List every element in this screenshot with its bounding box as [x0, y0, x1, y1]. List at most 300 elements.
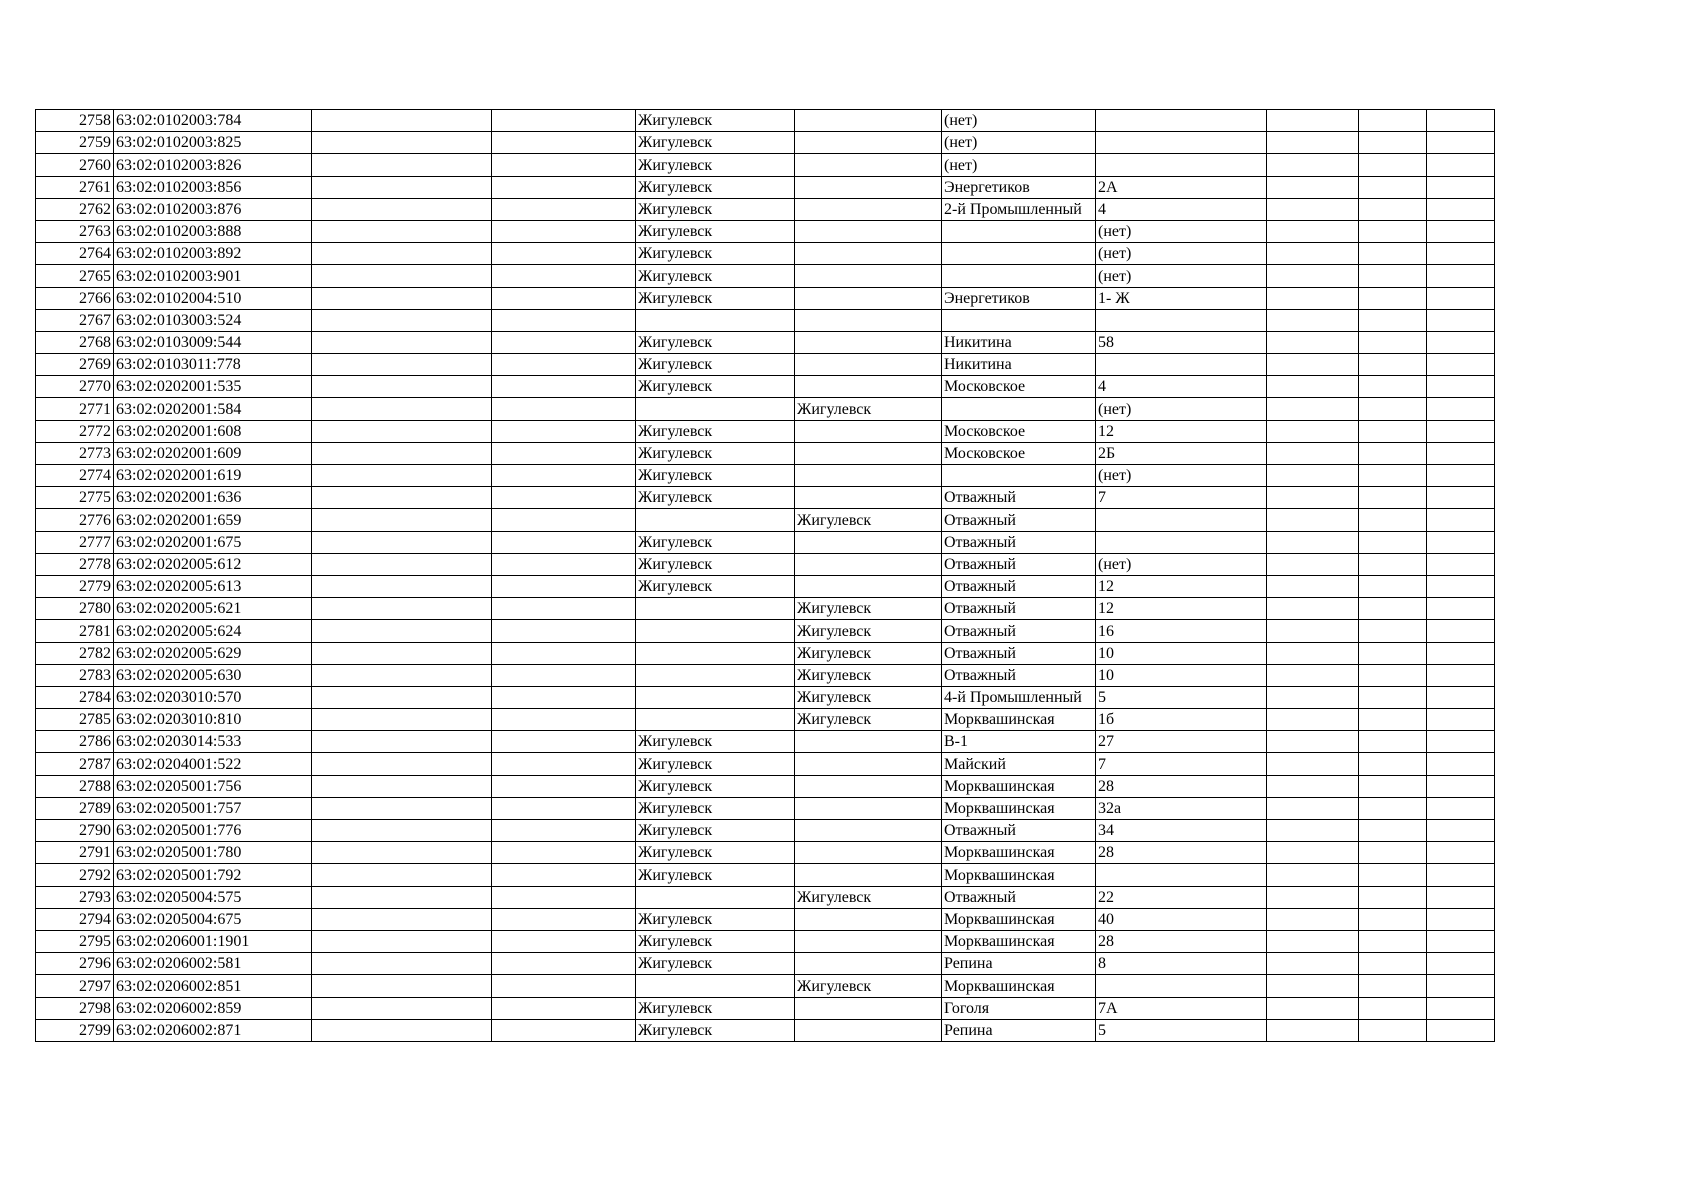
empty-cell [312, 354, 492, 376]
house-cell [1096, 154, 1267, 176]
empty-cell [1267, 376, 1359, 398]
row-number: 2789 [36, 797, 114, 819]
empty-cell [1359, 997, 1427, 1019]
street-cell: Морквашинская [942, 908, 1096, 930]
empty-cell [312, 731, 492, 753]
locality-cell [795, 420, 942, 442]
city-cell [636, 509, 795, 531]
cadastral-number: 63:02:0202005:624 [114, 620, 312, 642]
empty-cell [1427, 309, 1495, 331]
house-cell: 2А [1096, 176, 1267, 198]
table-row [36, 864, 1574, 886]
empty-cell [312, 243, 492, 265]
empty-cell [492, 686, 636, 708]
cadastral-number: 63:02:0206001:1901 [114, 930, 312, 952]
street-cell: Морквашинская [942, 930, 1096, 952]
row-number: 2769 [36, 354, 114, 376]
empty-cell [1359, 731, 1427, 753]
empty-cell [492, 465, 636, 487]
empty-cell [312, 110, 492, 132]
empty-cell [312, 487, 492, 509]
cadastral-number: 63:02:0103003:524 [114, 309, 312, 331]
house-cell: (нет) [1096, 398, 1267, 420]
empty-cell [1267, 775, 1359, 797]
table-row [36, 354, 1574, 376]
empty-cell [492, 575, 636, 597]
empty-cell [1427, 820, 1495, 842]
empty-cell [1359, 820, 1427, 842]
row-number: 2792 [36, 864, 114, 886]
empty-cell [312, 287, 492, 309]
empty-cell [1427, 354, 1495, 376]
city-cell: Жигулевск [636, 265, 795, 287]
street-cell: Отважный [942, 664, 1096, 686]
empty-cell [492, 176, 636, 198]
house-cell: 58 [1096, 331, 1267, 353]
empty-cell [492, 442, 636, 464]
empty-cell [1267, 220, 1359, 242]
table-body [36, 110, 1574, 1042]
table-row [36, 797, 1574, 819]
house-cell: 7 [1096, 487, 1267, 509]
house-cell: 5 [1096, 686, 1267, 708]
street-cell: Отважный [942, 509, 1096, 531]
empty-cell [312, 154, 492, 176]
empty-cell [492, 531, 636, 553]
locality-cell: Жигулевск [795, 509, 942, 531]
empty-cell [1359, 842, 1427, 864]
house-cell: 2Б [1096, 442, 1267, 464]
empty-cell [1359, 620, 1427, 642]
empty-cell [1359, 753, 1427, 775]
empty-cell [312, 176, 492, 198]
empty-cell [312, 775, 492, 797]
empty-cell [1267, 553, 1359, 575]
table-row [36, 886, 1574, 908]
empty-cell [312, 198, 492, 220]
row-number: 2798 [36, 997, 114, 1019]
table-row [36, 487, 1574, 509]
city-cell: Жигулевск [636, 930, 795, 952]
city-cell: Жигулевск [636, 775, 795, 797]
row-number: 2799 [36, 1019, 114, 1041]
row-number: 2793 [36, 886, 114, 908]
locality-cell [795, 908, 942, 930]
cadastral-number: 63:02:0103011:778 [114, 354, 312, 376]
row-number: 2788 [36, 775, 114, 797]
empty-cell [1267, 243, 1359, 265]
empty-cell [1427, 753, 1495, 775]
cadastral-number: 63:02:0202001:619 [114, 465, 312, 487]
empty-cell [492, 731, 636, 753]
empty-cell [1427, 686, 1495, 708]
empty-cell [1359, 442, 1427, 464]
empty-cell [1359, 686, 1427, 708]
empty-cell [1427, 864, 1495, 886]
locality-cell [795, 820, 942, 842]
table-row [36, 553, 1574, 575]
row-number: 2783 [36, 664, 114, 686]
empty-cell [312, 575, 492, 597]
cadastral-number: 63:02:0102003:901 [114, 265, 312, 287]
row-number: 2772 [36, 420, 114, 442]
city-cell: Жигулевск [636, 176, 795, 198]
street-cell [942, 465, 1096, 487]
row-number: 2758 [36, 110, 114, 132]
street-cell: В-1 [942, 731, 1096, 753]
locality-cell [795, 132, 942, 154]
empty-cell [492, 709, 636, 731]
city-cell [636, 398, 795, 420]
house-cell: 4 [1096, 198, 1267, 220]
empty-cell [1359, 864, 1427, 886]
empty-cell [1359, 198, 1427, 220]
empty-cell [1267, 709, 1359, 731]
locality-cell [795, 797, 942, 819]
empty-cell [1427, 331, 1495, 353]
street-cell: Морквашинская [942, 797, 1096, 819]
city-cell: Жигулевск [636, 1019, 795, 1041]
table-row [36, 176, 1574, 198]
row-number: 2795 [36, 930, 114, 952]
empty-cell [492, 975, 636, 997]
empty-cell [492, 908, 636, 930]
table-row [36, 908, 1574, 930]
empty-cell [492, 154, 636, 176]
empty-cell [492, 487, 636, 509]
street-cell: Отважный [942, 642, 1096, 664]
empty-cell [1427, 398, 1495, 420]
row-number: 2779 [36, 575, 114, 597]
table-row [36, 709, 1574, 731]
street-cell: (нет) [942, 154, 1096, 176]
street-cell: Морквашинская [942, 709, 1096, 731]
registry-table [35, 109, 1574, 1042]
locality-cell [795, 176, 942, 198]
empty-cell [1359, 420, 1427, 442]
empty-cell [1427, 797, 1495, 819]
empty-cell [1267, 886, 1359, 908]
cadastral-number: 63:02:0204001:522 [114, 753, 312, 775]
empty-cell [1267, 753, 1359, 775]
table-row [36, 398, 1574, 420]
empty-cell [312, 997, 492, 1019]
table-row [36, 642, 1574, 664]
empty-cell [1427, 220, 1495, 242]
empty-cell [1267, 575, 1359, 597]
empty-cell [312, 864, 492, 886]
table-row [36, 753, 1574, 775]
locality-cell [795, 243, 942, 265]
empty-cell [1427, 487, 1495, 509]
cadastral-number: 63:02:0102003:892 [114, 243, 312, 265]
street-cell [942, 265, 1096, 287]
row-number: 2775 [36, 487, 114, 509]
street-cell: Морквашинская [942, 975, 1096, 997]
street-cell: Никитина [942, 354, 1096, 376]
city-cell: Жигулевск [636, 753, 795, 775]
empty-cell [1359, 354, 1427, 376]
empty-cell [1427, 731, 1495, 753]
street-cell: 2-й Промышленный [942, 198, 1096, 220]
city-cell: Жигулевск [636, 354, 795, 376]
locality-cell [795, 531, 942, 553]
city-cell: Жигулевск [636, 820, 795, 842]
table-row [36, 220, 1574, 242]
cadastral-number: 63:02:0202005:612 [114, 553, 312, 575]
locality-cell [795, 953, 942, 975]
table-row [36, 154, 1574, 176]
empty-cell [1359, 598, 1427, 620]
empty-cell [312, 908, 492, 930]
empty-cell [492, 864, 636, 886]
empty-cell [1267, 420, 1359, 442]
row-number: 2763 [36, 220, 114, 242]
empty-cell [1267, 110, 1359, 132]
table-row [36, 509, 1574, 531]
empty-cell [1427, 420, 1495, 442]
empty-cell [492, 331, 636, 353]
empty-cell [1267, 287, 1359, 309]
city-cell: Жигулевск [636, 465, 795, 487]
row-number: 2786 [36, 731, 114, 753]
table-row [36, 531, 1574, 553]
cadastral-number: 63:02:0202001:584 [114, 398, 312, 420]
cadastral-number: 63:02:0203014:533 [114, 731, 312, 753]
locality-cell: Жигулевск [795, 398, 942, 420]
empty-cell [312, 820, 492, 842]
empty-cell [312, 642, 492, 664]
cadastral-number: 63:02:0205004:675 [114, 908, 312, 930]
city-cell: Жигулевск [636, 376, 795, 398]
empty-cell [1267, 686, 1359, 708]
table-row [36, 975, 1574, 997]
row-number: 2781 [36, 620, 114, 642]
cadastral-number: 63:02:0206002:581 [114, 953, 312, 975]
row-number: 2770 [36, 376, 114, 398]
empty-cell [492, 930, 636, 952]
empty-cell [1359, 642, 1427, 664]
empty-cell [1427, 642, 1495, 664]
table-row [36, 575, 1574, 597]
row-number: 2764 [36, 243, 114, 265]
city-cell: Жигулевск [636, 575, 795, 597]
empty-cell [1267, 509, 1359, 531]
street-cell [942, 309, 1096, 331]
empty-cell [312, 220, 492, 242]
empty-cell [1427, 1019, 1495, 1041]
empty-cell [492, 886, 636, 908]
empty-cell [1359, 531, 1427, 553]
house-cell: 28 [1096, 930, 1267, 952]
row-number: 2780 [36, 598, 114, 620]
empty-cell [492, 420, 636, 442]
empty-cell [1359, 154, 1427, 176]
house-cell: 1б [1096, 709, 1267, 731]
empty-cell [1427, 265, 1495, 287]
empty-cell [492, 220, 636, 242]
house-cell [1096, 864, 1267, 886]
house-cell [1096, 975, 1267, 997]
city-cell: Жигулевск [636, 198, 795, 220]
empty-cell [1427, 243, 1495, 265]
city-cell: Жигулевск [636, 553, 795, 575]
table-row [36, 930, 1574, 952]
house-cell: 28 [1096, 775, 1267, 797]
empty-cell [1427, 553, 1495, 575]
empty-cell [1267, 176, 1359, 198]
empty-cell [1427, 709, 1495, 731]
empty-cell [492, 997, 636, 1019]
row-number: 2777 [36, 531, 114, 553]
empty-cell [1427, 198, 1495, 220]
empty-cell [1359, 664, 1427, 686]
row-number: 2794 [36, 908, 114, 930]
table-row [36, 198, 1574, 220]
table-row [36, 442, 1574, 464]
city-cell: Жигулевск [636, 953, 795, 975]
street-cell: Московское [942, 442, 1096, 464]
empty-cell [1427, 620, 1495, 642]
empty-cell [1267, 465, 1359, 487]
house-cell: 5 [1096, 1019, 1267, 1041]
row-number: 2762 [36, 198, 114, 220]
empty-cell [1267, 797, 1359, 819]
locality-cell [795, 553, 942, 575]
empty-cell [492, 598, 636, 620]
table-row [36, 265, 1574, 287]
locality-cell [795, 575, 942, 597]
empty-cell [312, 398, 492, 420]
empty-cell [312, 598, 492, 620]
cadastral-number: 63:02:0203010:570 [114, 686, 312, 708]
cadastral-number: 63:02:0202001:608 [114, 420, 312, 442]
empty-cell [312, 376, 492, 398]
empty-cell [312, 265, 492, 287]
empty-cell [1359, 975, 1427, 997]
cadastral-number: 63:02:0202001:659 [114, 509, 312, 531]
city-cell: Жигулевск [636, 731, 795, 753]
empty-cell [1267, 820, 1359, 842]
empty-cell [1267, 1019, 1359, 1041]
cadastral-number: 63:02:0202001:636 [114, 487, 312, 509]
empty-cell [492, 376, 636, 398]
table-row [36, 309, 1574, 331]
city-cell: Жигулевск [636, 420, 795, 442]
street-cell: Гоголя [942, 997, 1096, 1019]
empty-cell [312, 132, 492, 154]
house-cell: 28 [1096, 842, 1267, 864]
house-cell: 4 [1096, 376, 1267, 398]
table-row [36, 775, 1574, 797]
table-row [36, 820, 1574, 842]
cadastral-number: 63:02:0206002:871 [114, 1019, 312, 1041]
table-row [36, 331, 1574, 353]
empty-cell [1427, 376, 1495, 398]
table-row [36, 243, 1574, 265]
locality-cell [795, 864, 942, 886]
city-cell: Жигулевск [636, 287, 795, 309]
house-cell: (нет) [1096, 465, 1267, 487]
empty-cell [492, 243, 636, 265]
street-cell: Майский [942, 753, 1096, 775]
empty-cell [1267, 154, 1359, 176]
cadastral-number: 63:02:0102003:825 [114, 132, 312, 154]
house-cell: 10 [1096, 664, 1267, 686]
row-number: 2760 [36, 154, 114, 176]
locality-cell: Жигулевск [795, 598, 942, 620]
city-cell [636, 886, 795, 908]
cadastral-number: 63:02:0102003:888 [114, 220, 312, 242]
house-cell: 10 [1096, 642, 1267, 664]
empty-cell [492, 1019, 636, 1041]
city-cell: Жигулевск [636, 797, 795, 819]
empty-cell [1359, 509, 1427, 531]
house-cell [1096, 309, 1267, 331]
street-cell: Отважный [942, 820, 1096, 842]
row-number: 2785 [36, 709, 114, 731]
empty-cell [1359, 487, 1427, 509]
street-cell: Отважный [942, 598, 1096, 620]
empty-cell [312, 620, 492, 642]
cadastral-number: 63:02:0205001:780 [114, 842, 312, 864]
street-cell: Морквашинская [942, 775, 1096, 797]
street-cell: Никитина [942, 331, 1096, 353]
cadastral-number: 63:02:0205004:575 [114, 886, 312, 908]
house-cell: 12 [1096, 420, 1267, 442]
empty-cell [1427, 598, 1495, 620]
empty-cell [1427, 953, 1495, 975]
locality-cell [795, 154, 942, 176]
empty-cell [492, 642, 636, 664]
empty-cell [1267, 354, 1359, 376]
cadastral-number: 63:02:0102003:856 [114, 176, 312, 198]
city-cell: Жигулевск [636, 487, 795, 509]
empty-cell [492, 753, 636, 775]
empty-cell [492, 820, 636, 842]
city-cell: Жигулевск [636, 110, 795, 132]
city-cell [636, 598, 795, 620]
row-number: 2784 [36, 686, 114, 708]
empty-cell [1427, 132, 1495, 154]
locality-cell [795, 775, 942, 797]
empty-cell [312, 309, 492, 331]
empty-cell [1359, 1019, 1427, 1041]
street-cell: Морквашинская [942, 864, 1096, 886]
empty-cell [1267, 953, 1359, 975]
house-cell: (нет) [1096, 553, 1267, 575]
locality-cell: Жигулевск [795, 642, 942, 664]
empty-cell [1359, 376, 1427, 398]
empty-cell [1427, 575, 1495, 597]
table-row [36, 842, 1574, 864]
cadastral-number: 63:02:0205001:756 [114, 775, 312, 797]
house-cell: 32а [1096, 797, 1267, 819]
street-cell: Отважный [942, 487, 1096, 509]
empty-cell [1267, 398, 1359, 420]
empty-cell [492, 132, 636, 154]
empty-cell [312, 930, 492, 952]
empty-cell [312, 709, 492, 731]
cadastral-number: 63:02:0102003:876 [114, 198, 312, 220]
empty-cell [1267, 620, 1359, 642]
street-cell: Энергетиков [942, 287, 1096, 309]
row-number: 2766 [36, 287, 114, 309]
empty-cell [1359, 886, 1427, 908]
house-cell: (нет) [1096, 220, 1267, 242]
empty-cell [1267, 997, 1359, 1019]
empty-cell [1427, 775, 1495, 797]
